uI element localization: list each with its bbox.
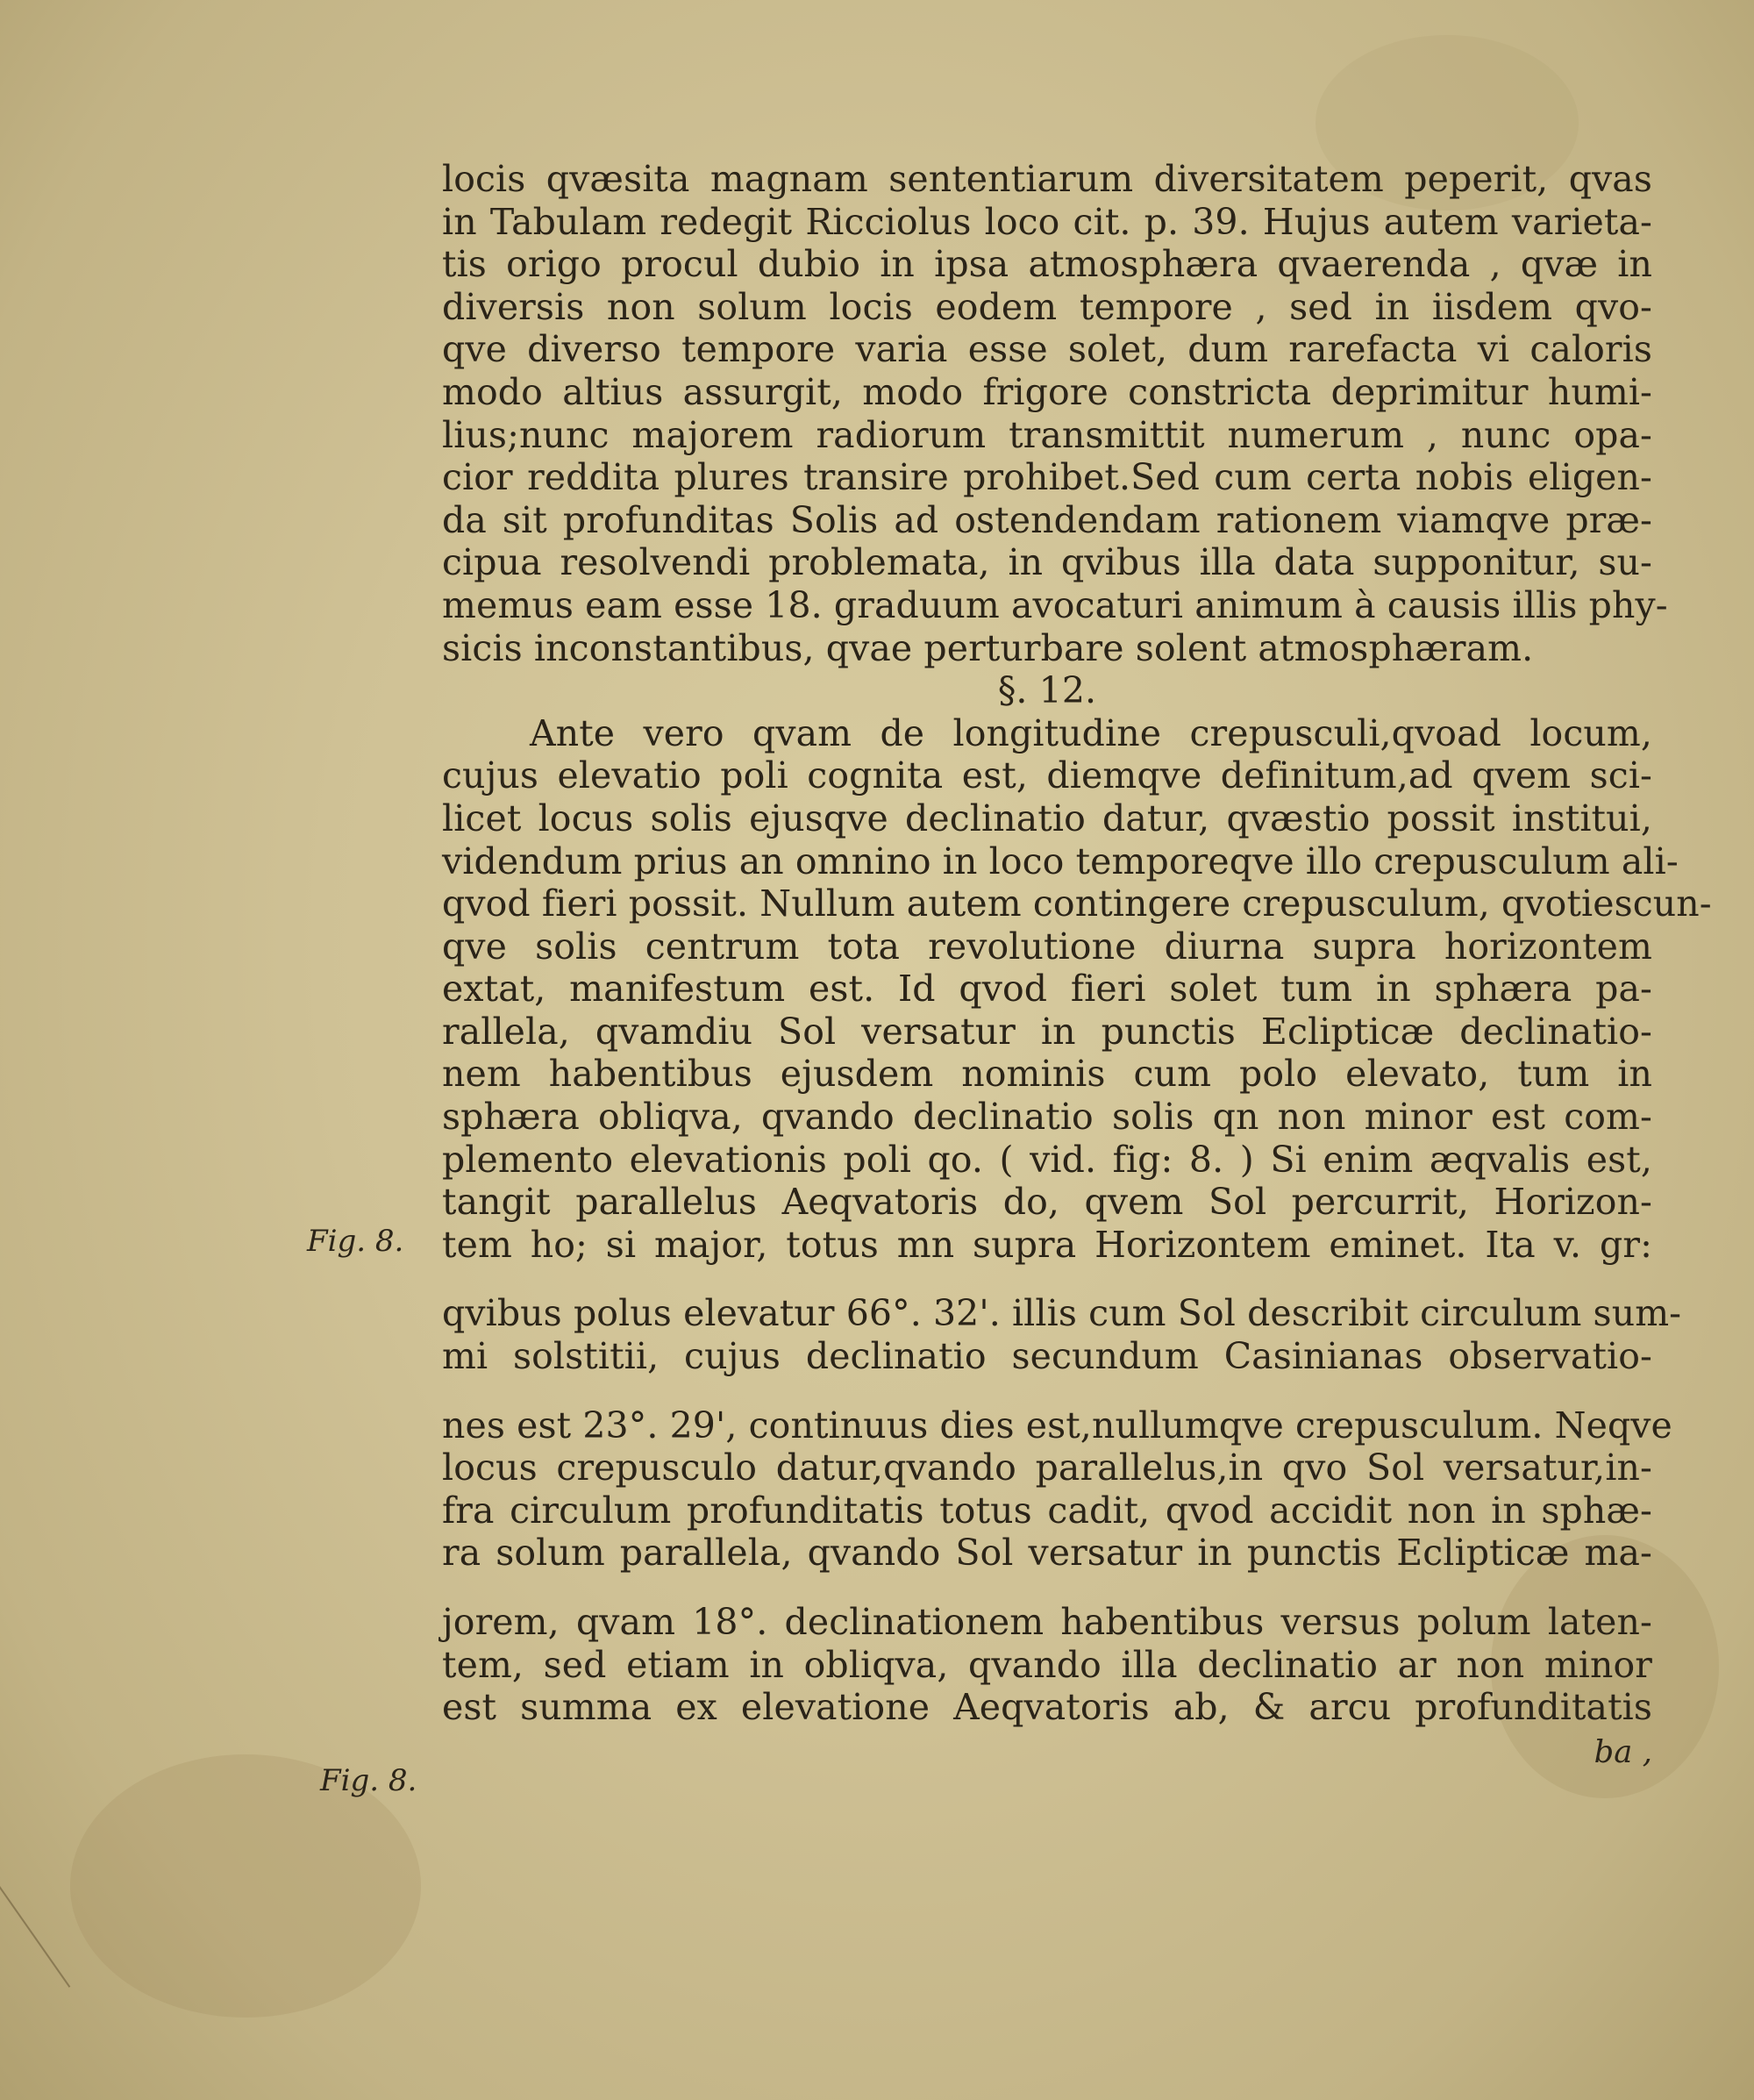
text-line: extat, manifestum est. Id qvod fieri solet tum in sphæra pa- — [442, 968, 1652, 1011]
text-line: qve solis centrum tota revolutione diurna supra horizontem — [442, 925, 1652, 968]
text-line: qvibus polus elevatur 66°. 32'. illis cum Sol describit circulum sum- — [442, 1292, 1682, 1335]
text-line: tis origo procul dubio in ipsa atmosphæra qvaerenda , qvæ in — [442, 243, 1652, 286]
text-line: fra circulum profunditatis totus cadit, qvod accidit non in sphæ- — [442, 1489, 1652, 1532]
text-line: videndum prius an omnino in loco temporeqve illo crepusculum ali- — [442, 839, 1679, 882]
text-line: nem habentibus ejusdem nominis cum polo elevato, tum in — [442, 1053, 1652, 1096]
page-body — [442, 158, 1712, 1771]
text-line: sicis inconstantibus, qvae perturbare solent atmosphæram. — [442, 626, 1534, 669]
text-line: rallela, qvamdiu Sol versatur in punctis Eclipticæ declinatio- — [442, 1010, 1652, 1053]
text-line: Ante vero qvam de longitudine crepusculi,qvoad locum, — [530, 711, 1652, 754]
text-line: ra solum parallela, qvando Sol versatur in punctis Eclipticæ ma- — [442, 1532, 1652, 1575]
text-line: lius;nunc majorem radiorum transmittit numerum , nunc opa- — [442, 413, 1652, 456]
section-heading: §. 12. — [997, 669, 1097, 712]
text-line: licet locus solis ejusqve declinatio datur, qvæstio possit institui, — [442, 796, 1652, 839]
text-line: qvod fieri possit. Nullum autem contingere crepusculum, qvotiescun- — [442, 882, 1712, 925]
text-line: tem, sed etiam in obliqva, qvando illa declinatio ar non minor — [442, 1643, 1652, 1686]
text-line: nes est 23°. 29', continuus dies est,nullumqve crepusculum. Neqve — [442, 1404, 1672, 1446]
text-line: locis qvæsita magnam sententiarum diversitatem peperit, qvas — [442, 158, 1652, 200]
text-line: da sit profunditas Solis ad ostendendam rationem viamqve præ- — [442, 498, 1652, 541]
text-line: qve diverso tempore varia esse solet, dum rarefacta vi caloris — [442, 328, 1652, 371]
text-line: cipua resolvendi problemata, in qvibus illa data supponitur, su- — [442, 541, 1652, 584]
margin-note-figure: Fig. 8. — [320, 1763, 417, 1798]
paragraph-1 — [442, 158, 1668, 669]
text-line: cujus elevatio poli cognita est, diemqve definitum,ad qvem sci- — [442, 754, 1652, 797]
catchword: ba , — [1594, 1733, 1652, 1770]
page-fold-line — [0, 1886, 70, 1988]
text-line: tangit parallelus Aeqvatoris do, qvem Sol percurrit, Horizon- — [442, 1181, 1652, 1224]
text-line: est summa ex elevatione Aeqvatoris ab, & arcu profunditatis — [442, 1686, 1652, 1729]
text-line: mi solstitii, cujus declinatio secundum Casinianas observatio- — [442, 1335, 1652, 1378]
text-line: memus eam esse 18. graduum avocaturi animum à causis illis phy- — [442, 583, 1668, 626]
paragraph-2 — [442, 711, 1712, 1729]
text-line: diversis non solum locis eodem tempore , sed in iisdem qvo- — [442, 285, 1652, 328]
margin-note-figure: Fig. 8. — [307, 1224, 404, 1259]
text-line: tem ho; si major, totus mn supra Horizontem eminet. Ita v. gr: — [442, 1223, 1652, 1266]
text-line: sphæra obliqva, qvando declinatio solis qn non minor est com- — [442, 1096, 1652, 1139]
text-line: plemento elevationis poli qo. ( vid. fig: 8. ) Si enim æqvalis est, — [442, 1138, 1652, 1181]
text-line: cior reddita plures transire prohibet.Sed cum certa nobis eligen- — [442, 456, 1652, 499]
text-line: jorem, qvam 18°. declinationem habentibus versus polum laten- — [442, 1601, 1652, 1643]
text-line: in Tabulam redegit Ricciolus loco cit. p. 39. Hujus autem varieta- — [442, 200, 1652, 243]
text-line: locus crepusculo datur,qvando parallelus,in qvo Sol versatur,in- — [442, 1446, 1652, 1489]
text-line: modo altius assurgit, modo frigore constricta deprimitur humi- — [442, 370, 1652, 413]
